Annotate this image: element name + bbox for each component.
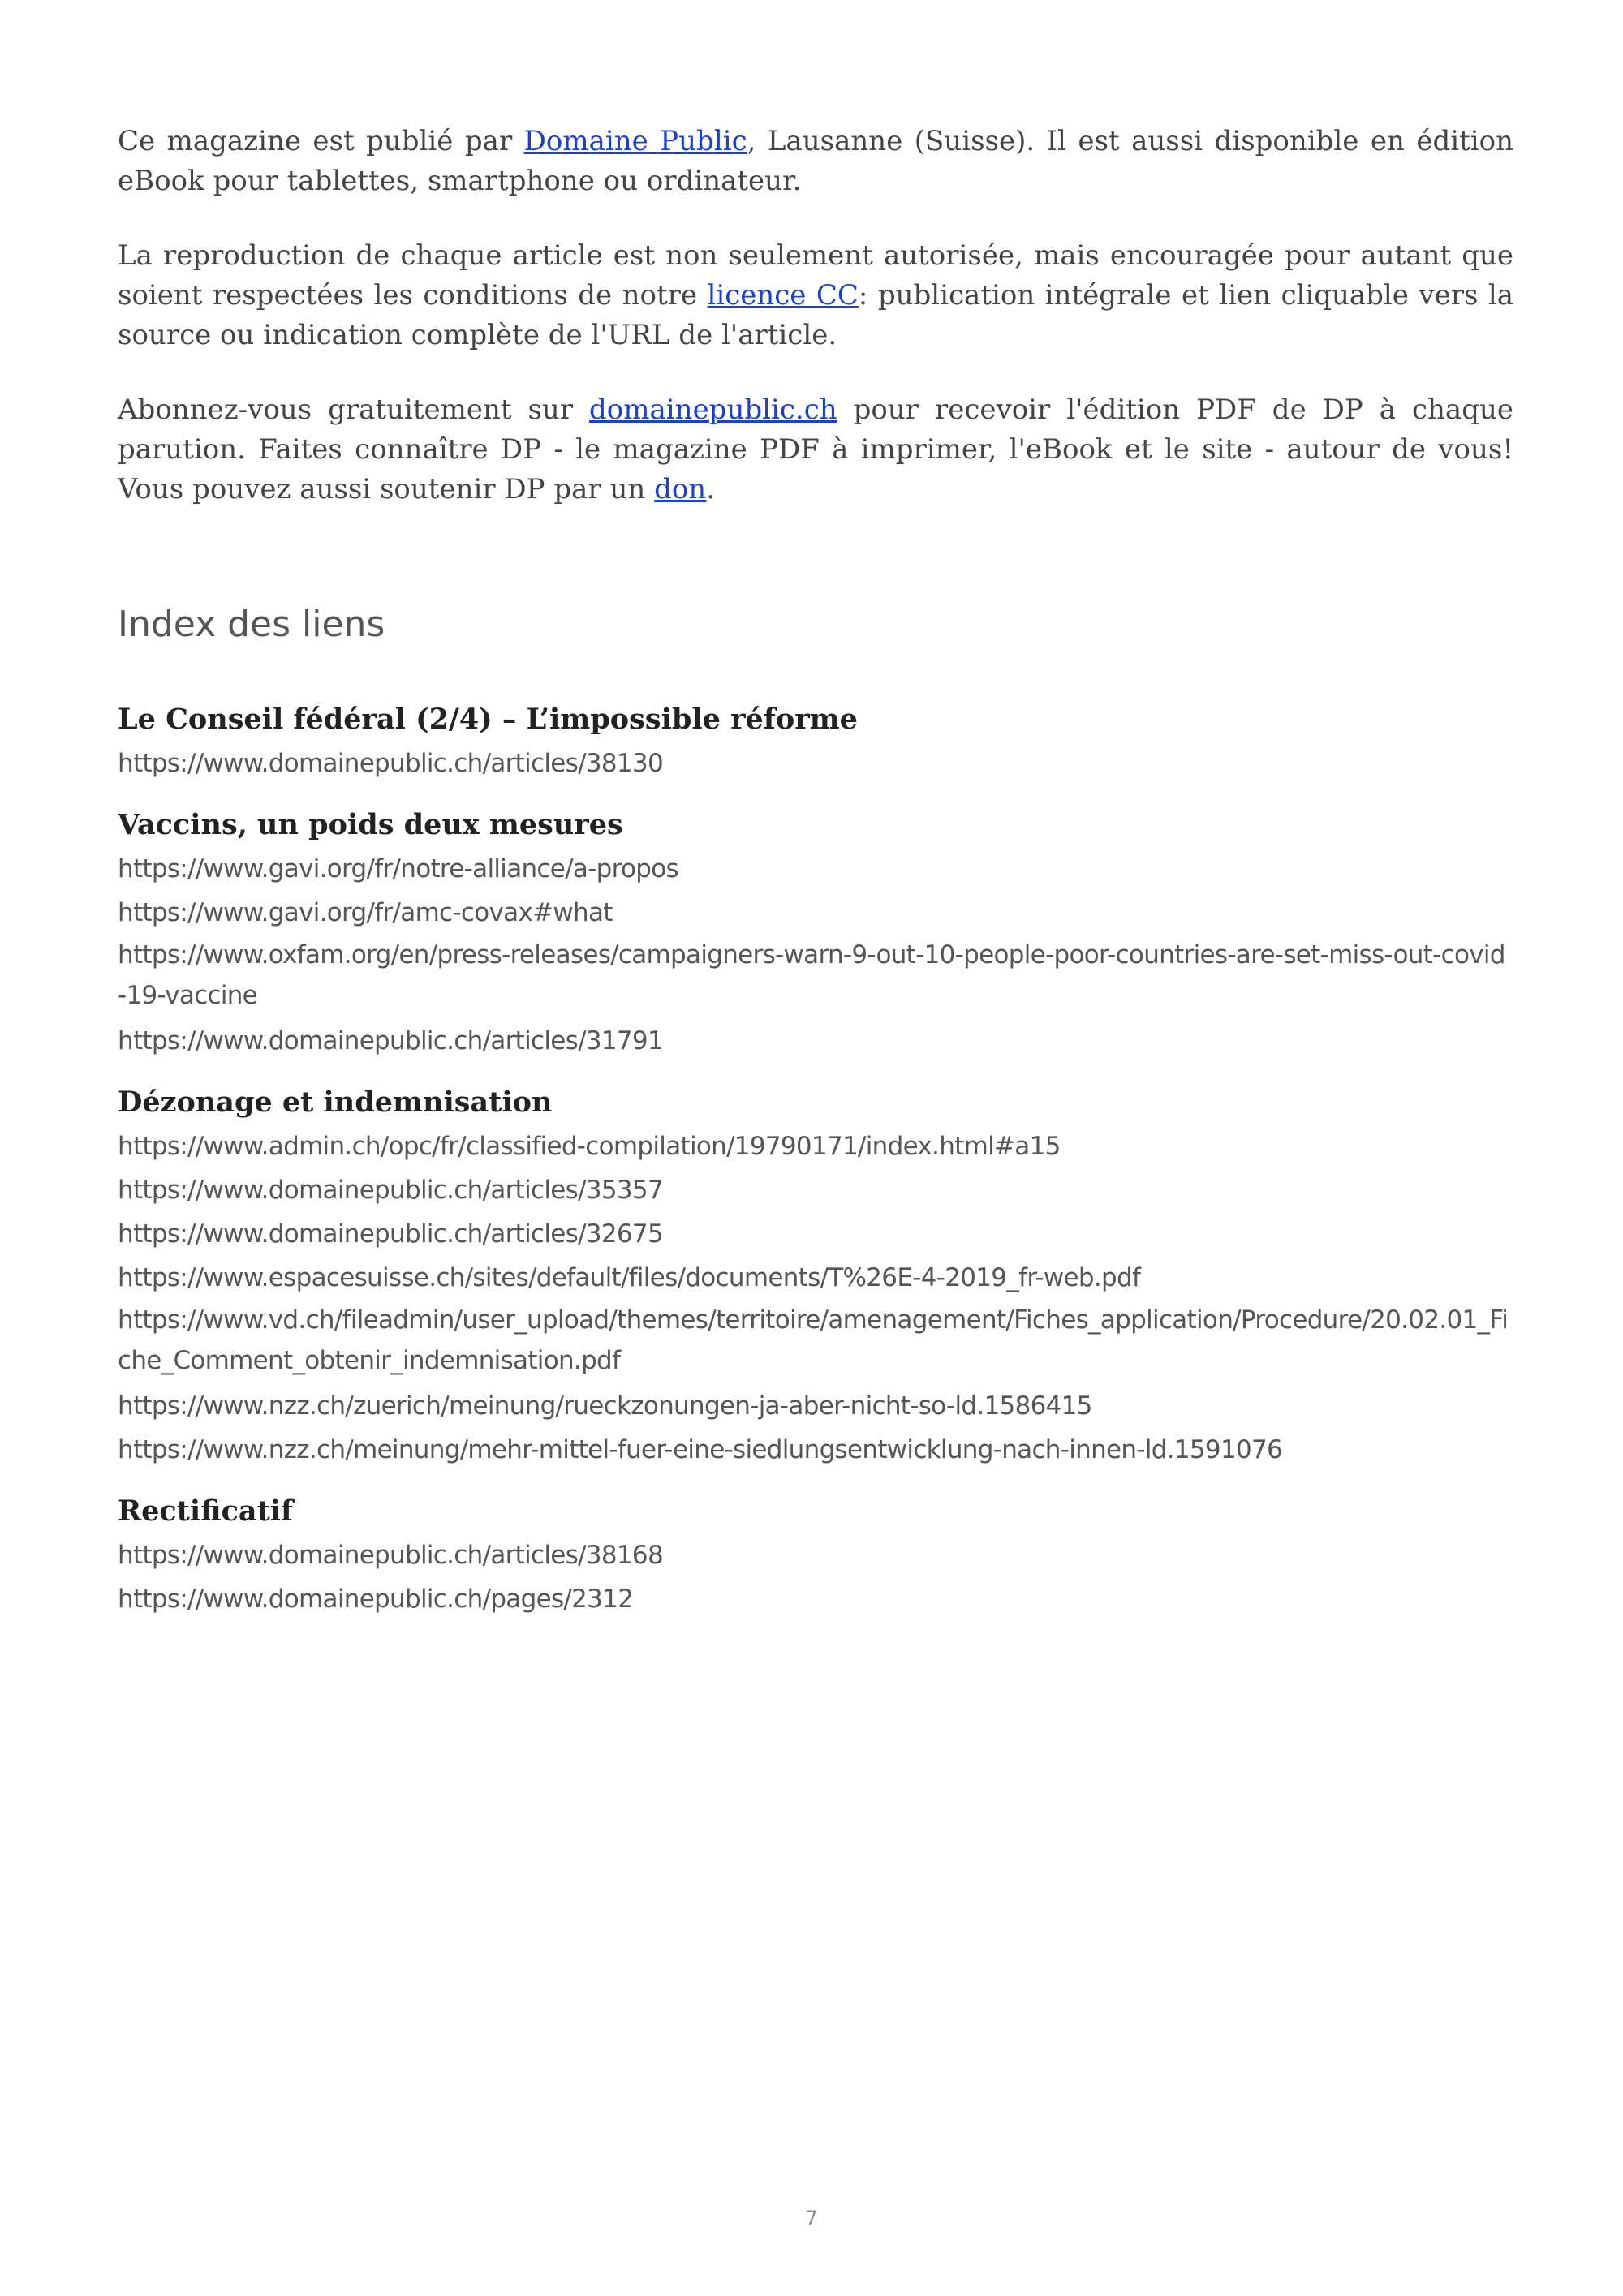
index-section-dezonage xyxy=(118,1081,1513,1472)
url-link[interactable]: https://www.nzz.ch/zuerich/meinung/rueckzonungen-ja-aber-nicht-so-ld.1586415 xyxy=(118,1391,1092,1421)
text-span: Ce magazine est publié par xyxy=(118,125,524,157)
url-link[interactable]: https://www.domainepublic.ch/articles/38130 xyxy=(118,749,663,778)
domaine-public-link[interactable]: Domaine Public xyxy=(523,125,747,157)
url-link[interactable]: https://www.gavi.org/fr/notre-alliance/a-propos xyxy=(118,854,678,884)
url-link[interactable]: https://www.nzz.ch/meinung/mehr-mittel-fuer-eine-siedlungsentwicklung-nach-innen-ld.1591076 xyxy=(118,1435,1283,1464)
url-link[interactable]: https://www.domainepublic.ch/articles/35357 xyxy=(118,1176,663,1205)
page-content xyxy=(118,122,1513,1621)
index-title: Index des liens xyxy=(118,604,385,645)
link-index xyxy=(118,698,1513,1621)
url-link[interactable]: https://www.domainepublic.ch/articles/31791 xyxy=(118,1026,663,1056)
text-span: La reproduction de chaque article est non seulement autorisée, mais encouragée pour autant que soient respectées les conditions de notre xyxy=(118,239,1513,312)
text-span: : publication intégrale et lien cliquable vers la source ou indication complète de l'URL de l'article. xyxy=(118,279,1514,351)
section-title: Dézonage et indemnisation xyxy=(118,1086,553,1119)
index-section-vaccins xyxy=(118,803,1513,1063)
intro-paragraph-publisher xyxy=(118,122,1513,201)
text-span: . xyxy=(706,473,716,505)
index-section-conseil-federal xyxy=(118,698,1513,785)
url-link[interactable]: https://www.domainepublic.ch/pages/2312 xyxy=(118,1584,634,1614)
url-link[interactable]: https://www.domainepublic.ch/articles/38168 xyxy=(118,1541,663,1570)
intro-paragraph-subscribe xyxy=(118,390,1513,510)
licence-cc-link[interactable]: licence CC xyxy=(707,279,859,312)
url-link[interactable]: https://www.oxfam.org/en/press-releases/campaigners-warn-9-out-10-people-poor-countries-are-set-miss-out-covid-19-vaccine xyxy=(118,940,1505,1010)
text-span: , Lausanne (Suisse). Il est aussi disponible en édition eBook pour tablettes, smartphone ou ordinateur. xyxy=(118,125,1513,197)
section-title: Le Conseil fédéral (2/4) – L’impossible réforme xyxy=(118,703,858,736)
url-link[interactable]: https://www.admin.ch/opc/fr/classified-compilation/19790171/index.html#a15 xyxy=(118,1132,1061,1161)
text-span: pour recevoir l'édition PDF de DP à chaque parution. Faites connaître DP - le magazine PDF à imprimer, l'eBook et le site - autour de vous! Vous pouvez aussi soutenir DP par un xyxy=(118,393,1513,505)
domainepublic-link[interactable]: domainepublic.ch xyxy=(589,393,837,426)
intro-paragraph-license xyxy=(118,236,1513,355)
index-section-rectificatif xyxy=(118,1490,1513,1621)
url-link[interactable]: https://www.gavi.org/fr/amc-covax#what xyxy=(118,898,613,927)
section-title: Vaccins, un poids deux mesures xyxy=(118,808,623,841)
url-link[interactable]: https://www.vd.ch/fileadmin/user_upload/themes/territoire/amenagement/Fiches_application/Procedure/20.02.01_Fiche_Comment_obtenir_indemnisation.pdf xyxy=(118,1305,1509,1375)
url-link[interactable]: https://www.domainepublic.ch/articles/32675 xyxy=(118,1219,663,1249)
url-link[interactable]: https://www.espacesuisse.ch/sites/default/files/documents/T%26E-4-2019_fr-web.pdf xyxy=(118,1263,1141,1292)
donation-link[interactable]: don xyxy=(654,473,707,505)
text-span: Abonnez-vous gratuitement sur xyxy=(118,393,590,426)
page-number: 7 xyxy=(805,2207,818,2229)
section-title: Rectificatif xyxy=(118,1494,294,1528)
